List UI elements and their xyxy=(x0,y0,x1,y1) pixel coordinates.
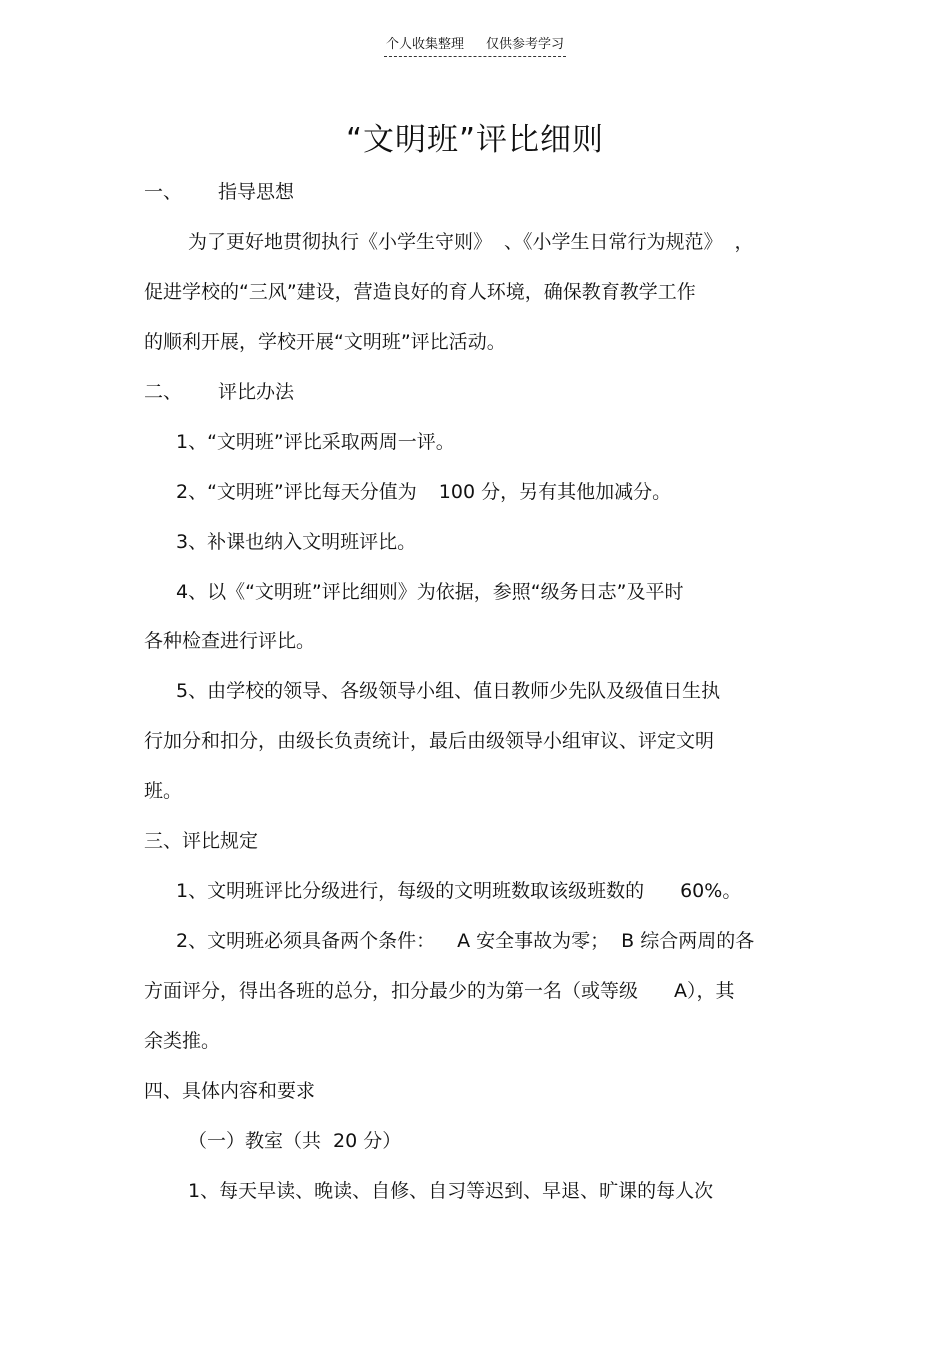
section-2-number: 二、 xyxy=(144,381,183,403)
section-2-item-2 xyxy=(176,478,671,506)
section-2-heading xyxy=(144,378,294,406)
section-2-item-1: 1、“文明班”评比采取两周一评。 xyxy=(176,431,455,453)
paragraph-1-text: ， xyxy=(734,231,754,253)
section-2-item-3: 3、补课也纳入文明班评比。 xyxy=(176,531,417,553)
section-3-item-2-line-1 xyxy=(176,927,754,955)
item-text: 100 分，另有其他加减分。 xyxy=(438,481,672,503)
paragraph-1-line-3: 的顺利开展，学校开展“文明班”评比活动。 xyxy=(144,331,506,353)
section-3-heading: 三、评比规定 xyxy=(144,830,259,852)
section-1-heading xyxy=(144,178,294,206)
header-underline xyxy=(384,36,566,57)
section-2-item-4-line-2: 各种检查进行评比。 xyxy=(144,630,316,652)
section-1-title: 指导思想 xyxy=(218,181,295,203)
section-2-item-5-line-1: 5、由学校的领导、各级领导小组、值日教师少先队及级值日生执 xyxy=(176,680,721,702)
paragraph-1-line-2: 促进学校的“三风”建设，营造良好的育人环境，确保教育教学工作 xyxy=(144,281,696,303)
header-right-text: 仅供参考学习 xyxy=(486,37,565,52)
item-text: 2、文明班必须具备两个条件： xyxy=(176,930,436,952)
item-text: 60%。 xyxy=(680,880,742,902)
paragraph-1-text: 为了更好地贯彻执行《小学生守则》 xyxy=(188,231,493,253)
item-text: B 综合两周的各 xyxy=(621,930,755,952)
paragraph-1-line-1 xyxy=(188,228,754,256)
item-text: 1、文明班评比分级进行，每级的文明班数取该级班数的 xyxy=(176,880,645,902)
item-text: A），其 xyxy=(674,980,735,1002)
section-2-item-5-line-2: 行加分和扣分，由级长负责统计，最后由级领导小组审议、评定文明 xyxy=(144,730,715,752)
section-4-subheading-1 xyxy=(188,1127,401,1155)
subheading-text: 20 分） xyxy=(333,1130,402,1152)
section-4-item-1: 1、每天早读、晚读、自修、自习等迟到、早退、旷课的每人次 xyxy=(188,1180,714,1202)
paragraph-1-text: 、《小学生日常行为规范》 xyxy=(504,231,723,253)
section-1-number: 一、 xyxy=(144,181,183,203)
item-text: 方面评分，得出各班的总分，扣分最少的为第一名（或等级 xyxy=(144,980,639,1002)
section-3-item-1 xyxy=(176,877,741,905)
section-4-heading: 四、具体内容和要求 xyxy=(144,1080,316,1102)
item-text: A 安全事故为零； xyxy=(457,930,610,952)
document-title: “文明班”评比细则 xyxy=(345,122,605,158)
section-3-item-2-line-2 xyxy=(144,977,735,1005)
header-left-text: 个人收集整理 xyxy=(385,37,464,52)
section-2-item-4-line-1: 4、以《“文明班”评比细则》为依据，参照“级务日志”及平时 xyxy=(176,581,684,603)
item-text: 2、“文明班”评比每天分值为 xyxy=(176,481,417,503)
page-header xyxy=(0,36,950,57)
section-2-title: 评比办法 xyxy=(218,381,295,403)
section-3-item-2-line-3: 余类推。 xyxy=(144,1030,221,1052)
subheading-text: （一）教室（共 xyxy=(188,1130,322,1152)
section-2-item-5-line-3: 班。 xyxy=(144,780,183,802)
